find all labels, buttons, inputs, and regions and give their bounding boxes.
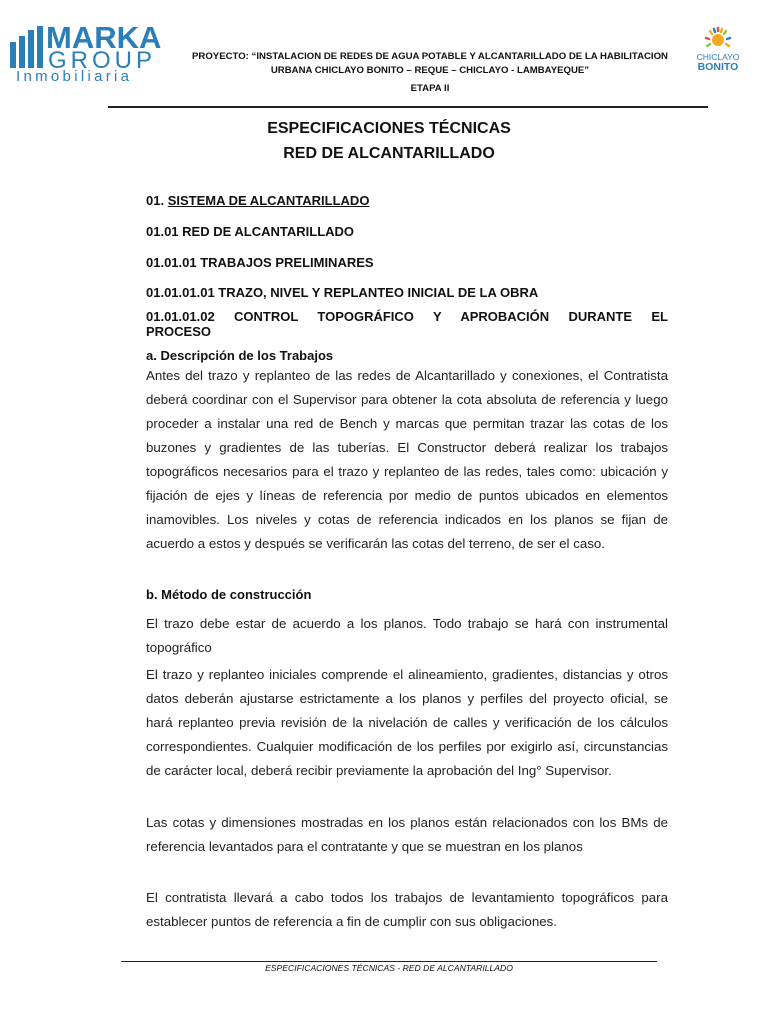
section-heading-01 bbox=[146, 193, 369, 208]
chiclayo-bonito-logo bbox=[690, 26, 746, 78]
section-heading-010101: 01.01.01 TRABAJOS PRELIMINARES bbox=[146, 255, 374, 270]
section-number: 01. bbox=[146, 193, 165, 208]
logo-word-group: GROUP bbox=[48, 47, 157, 74]
logo-word-marka: MARKA bbox=[46, 20, 162, 55]
etapa-label: ETAPA II bbox=[410, 83, 450, 94]
section-heading-0101: 01.01 RED DE ALCANTARILLADO bbox=[146, 224, 355, 239]
subheading-metodo: b. Método de construcción bbox=[146, 587, 312, 602]
building-bars-icon bbox=[10, 26, 46, 70]
document-subtitle: RED DE ALCANTARILLADO bbox=[283, 145, 495, 162]
project-header bbox=[180, 50, 680, 96]
sun-icon bbox=[704, 26, 732, 52]
page-footer: ESPECIFICACIONES TÉCNICAS - RED DE ALCANTARILLADO bbox=[265, 963, 513, 973]
paragraph-metodo-3: Las cotas y dimensiones mostradas en los planos están relacionados con los BMs de referencia levantados para el contratante y que se muestran en los planos bbox=[146, 815, 668, 854]
logo-word-bonito: BONITO bbox=[697, 61, 739, 73]
section-heading-01010102-cont: PROCESO bbox=[146, 324, 212, 339]
paragraph-metodo-1: El trazo debe estar de acuerdo a los planos. Todo trabajo se hará con instrumental topográfico bbox=[146, 616, 668, 655]
section-heading-01010101: 01.01.01.01 TRAZO, NIVEL Y REPLANTEO INICIAL DE LA OBRA bbox=[146, 285, 539, 300]
header-divider bbox=[108, 106, 708, 108]
paragraph-metodo-4: El contratista llevará a cabo todos los trabajos de levantamiento topográficos para establecer puntos de referencia a fin de cumplir con sus obligaciones. bbox=[146, 890, 668, 929]
paragraph-metodo-2: El trazo y replanteo iniciales comprende el alineamiento, gradientes, distancias y otros datos deberán ajustarse estrictamente a los planos y perfiles del proyecto oficial, se hará replanteo previa revisión de la nivelación de calles y verificación de los cálculos correspondientes. Cualquier modificación de los perfiles por exigirlo así, circunstancias de carácter local, deberá recibir previamente la aprobación del Ing° Supervisor. bbox=[146, 667, 668, 778]
logo-word-inmobiliaria: Inmobiliaria bbox=[16, 68, 133, 85]
document-title: ESPECIFICACIONES TÉCNICAS bbox=[267, 120, 511, 137]
section-title: SISTEMA DE ALCANTARILLADO bbox=[167, 193, 370, 208]
section-heading-01010102: 01.01.01.02 CONTROL TOPOGRÁFICO Y APROBACIÓN DURANTE EL bbox=[146, 309, 668, 324]
paragraph-descripcion: Antes del trazo y replanteo de las redes de Alcantarillado y conexiones, el Contratista deberá coordinar con el Supervisor para obtener la cota absoluta de referencia y luego proceder a instalar una red de Bench y marcas que permitan trazar las cotas de los buzones y gradientes de las tuberías. El Constructor deberá realizar los trabajos topográficos necesarios para el trazo y replanteo de las redes, tales como: ubicación y fijación de ejes y líneas de referencia por medio de puntos ubicados en elementos inamovibles. Los niveles y cotas de referencia indicados en los planos se fijan de acuerdo a estos y después se verificarán las cotas del terreno, de ser el caso. bbox=[146, 368, 668, 551]
footer-divider bbox=[121, 961, 657, 962]
subheading-descripcion: a. Descripción de los Trabajos bbox=[146, 348, 334, 363]
logo-word-chiclayo: CHICLAYO bbox=[696, 52, 740, 62]
marka-group-logo bbox=[8, 20, 162, 85]
project-line-1: PROYECTO: “INSTALACION DE REDES DE AGUA POTABLE Y ALCANTARILLADO DE LA HABILITACION bbox=[192, 51, 668, 62]
project-line-2: URBANA CHICLAYO BONITO – REQUE – CHICLAYO - LAMBAYEQUE” bbox=[270, 65, 590, 76]
